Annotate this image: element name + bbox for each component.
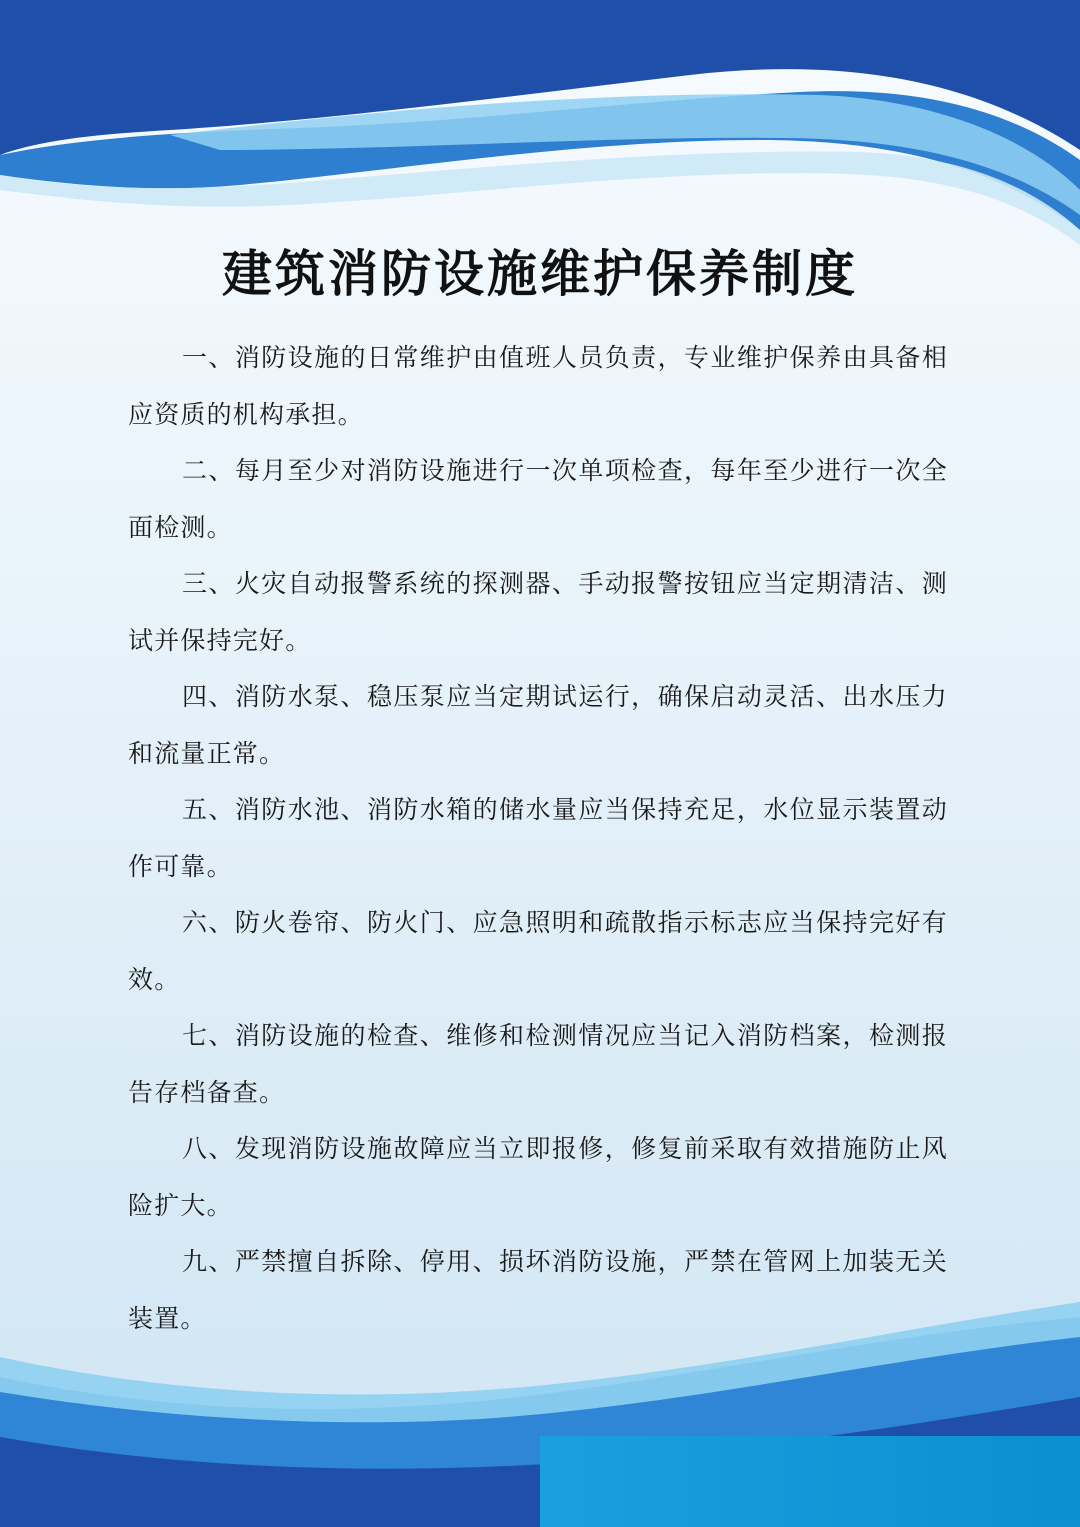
rule-item-7: 七、消防设施的检查、维修和检测情况应当记入消防档案，检测报告存档备查。 [128, 1021, 948, 1107]
rule-item-6: 六、防火卷帘、防火门、应急照明和疏散指示标志应当保持完好有效。 [128, 908, 948, 994]
document-title: 建筑消防设施维护保养制度 [222, 245, 858, 303]
rules-list [128, 330, 948, 1347]
rule-item-2: 二、每月至少对消防设施进行一次单项检查，每年至少进行一次全面检测。 [128, 456, 948, 542]
rule-item-1: 一、消防设施的日常维护由值班人员负责，专业维护保养由具备相应资质的机构承担。 [128, 343, 948, 429]
rule-item-8: 八、发现消防设施故障应当立即报修，修复前采取有效措施防止风险扩大。 [128, 1134, 948, 1220]
rule-item-5: 五、消防水池、消防水箱的储水量应当保持充足，水位显示装置动作可靠。 [128, 795, 948, 881]
bottom-right-blue-block [540, 1436, 1080, 1527]
rule-item-3: 三、火灾自动报警系统的探测器、手动报警按钮应当定期清洁、测试并保持完好。 [128, 569, 948, 655]
rule-item-4: 四、消防水泵、稳压泵应当定期试运行，确保启动灵活、出水压力和流量正常。 [128, 682, 948, 768]
rule-item-9: 九、严禁擅自拆除、停用、损坏消防设施，严禁在管网上加装无关装置。 [128, 1247, 948, 1333]
top-wave-decoration [0, 0, 1080, 260]
